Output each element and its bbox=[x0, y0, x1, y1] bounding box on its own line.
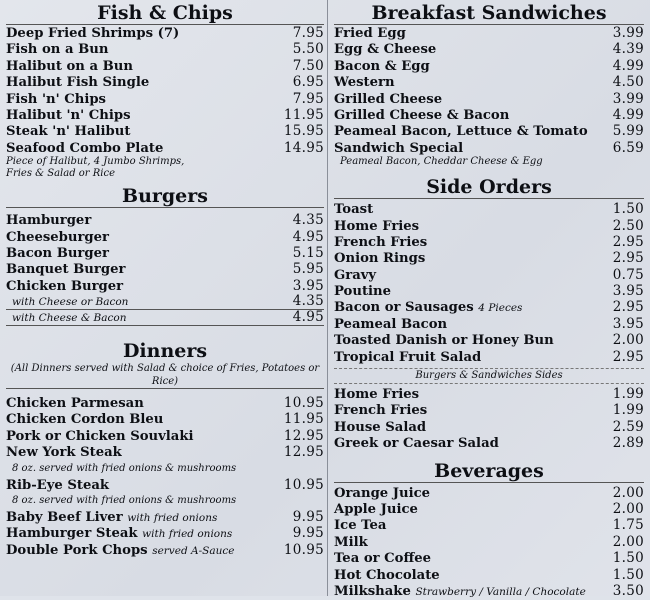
menu-item: French Fries 2.95 bbox=[334, 233, 644, 250]
menu-item: Orange Juice 2.00 bbox=[334, 484, 644, 501]
menu-item: New York Steak 12.95 bbox=[6, 444, 324, 461]
fish-chips-title: Fish & Chips bbox=[6, 0, 324, 25]
menu-item: Poutine 3.95 bbox=[334, 283, 644, 300]
menu-item: Halibut on a Bun 7.50 bbox=[6, 57, 324, 74]
menu-item: French Fries 1.99 bbox=[334, 402, 644, 419]
menu-item: Grilled Cheese 3.99 bbox=[334, 90, 644, 107]
dinners-note: (All Dinners served with Salad & choice of Fries, Potatoes or Rice) bbox=[6, 362, 324, 389]
menu-item: Steak 'n' Halibut 15.95 bbox=[6, 123, 324, 140]
side-orders-title: Side Orders bbox=[334, 176, 644, 199]
breakfast-title: Breakfast Sandwiches bbox=[334, 0, 644, 25]
burgers-title: Burgers bbox=[6, 185, 324, 208]
menu-item: Halibut 'n' Chips 11.95 bbox=[6, 106, 324, 123]
menu-item: Hot Chocolate 1.50 bbox=[334, 566, 644, 583]
fish-list bbox=[6, 25, 324, 180]
menu-item: Hamburger 4.35 bbox=[6, 212, 324, 229]
menu-item: Gravy 0.75 bbox=[334, 266, 644, 283]
dinners-list bbox=[6, 389, 324, 558]
menu-item: Bacon & Egg 4.99 bbox=[334, 57, 644, 74]
menu-subitem: with Cheese & Bacon 4.95 bbox=[6, 310, 324, 326]
burger-sides-heading: Burgers & Sandwiches Sides bbox=[334, 368, 644, 384]
menu-item: Deep Fried Shrimps (7) 7.95 bbox=[6, 25, 324, 41]
menu-item: Seafood Combo Plate 14.95 bbox=[6, 139, 324, 156]
menu-item: Bacon Burger 5.15 bbox=[6, 244, 324, 261]
menu-item: Hamburger Steak with fried onions 9.95 bbox=[6, 525, 324, 542]
beverages-list bbox=[334, 483, 644, 600]
menu-item: Peameal Bacon 3.95 bbox=[334, 315, 644, 332]
right-column bbox=[334, 0, 644, 599]
menu-item: Home Fries 1.99 bbox=[334, 386, 644, 403]
menu-item: Milk 2.00 bbox=[334, 533, 644, 550]
menu-item: Chicken Parmesan 10.95 bbox=[6, 395, 324, 412]
menu-item: Bacon or Sausages 4 Pieces 2.95 bbox=[334, 299, 644, 316]
menu-item: Egg & Cheese 4.39 bbox=[334, 41, 644, 58]
menu-item: Western 4.50 bbox=[334, 74, 644, 91]
menu-item: Tea or Coffee 1.50 bbox=[334, 550, 644, 567]
menu-item: Peameal Bacon, Lettuce & Tomato 5.99 bbox=[334, 123, 644, 140]
menu-item: Rib-Eye Steak 10.95 bbox=[6, 476, 324, 493]
special-note: Peameal Bacon, Cheddar Cheese & Egg bbox=[340, 156, 543, 168]
combo-note: Piece of Halibut, 4 Jumbo Shrimps, Fries & Salad or Rice bbox=[6, 156, 185, 180]
breakfast-list bbox=[334, 25, 644, 168]
menu-item: Baby Beef Liver with fried onions 9.95 bbox=[6, 509, 324, 526]
menu-item: Chicken Cordon Bleu 11.95 bbox=[6, 411, 324, 428]
menu-subitem: with Cheese or Bacon 4.35 bbox=[6, 294, 324, 310]
menu-item: Halibut Fish Single 6.95 bbox=[6, 74, 324, 91]
menu-item: Grilled Cheese & Bacon 4.99 bbox=[334, 106, 644, 123]
menu-item: Greek or Caesar Salad 2.89 bbox=[334, 435, 644, 452]
menu-item: Banquet Burger 5.95 bbox=[6, 261, 324, 278]
menu-item: Milkshake Strawberry / Vanilla / Chocolate 3.50 bbox=[334, 582, 644, 599]
steak-note: 8 oz. served with fried onions & mushrooms bbox=[12, 462, 237, 474]
dinners-title: Dinners bbox=[122, 340, 208, 363]
menu-item: Double Pork Chops served A-Sauce 10.95 bbox=[6, 541, 324, 558]
menu-item: Cheeseburger 4.95 bbox=[6, 228, 324, 245]
menu-item: Onion Rings 2.95 bbox=[334, 250, 644, 267]
menu-item: Ice Tea 1.75 bbox=[334, 517, 644, 534]
beverages-title: Beverages bbox=[334, 460, 644, 483]
burgers-list bbox=[6, 208, 324, 326]
menu-item: Tropical Fruit Salad 2.95 bbox=[334, 348, 644, 365]
menu-item: Chicken Burger 3.95 bbox=[6, 277, 324, 294]
menu-item: House Salad 2.59 bbox=[334, 418, 644, 435]
menu-item: Fried Egg 3.99 bbox=[334, 25, 644, 41]
menu-item: Fish on a Bun 5.50 bbox=[6, 41, 324, 58]
menu-item: Toast 1.50 bbox=[334, 201, 644, 218]
menu-item: Pork or Chicken Souvlaki 12.95 bbox=[6, 427, 324, 444]
left-column bbox=[6, 0, 324, 558]
sides-list bbox=[334, 199, 644, 451]
menu-item: Apple Juice 2.00 bbox=[334, 500, 644, 517]
menu-item: Sandwich Special 6.59 bbox=[334, 139, 644, 156]
menu-item: Fish 'n' Chips 7.95 bbox=[6, 90, 324, 107]
menu-item: Home Fries 2.50 bbox=[334, 217, 644, 234]
steak-note: 8 oz. served with fried onions & mushrooms bbox=[12, 495, 237, 507]
column-divider bbox=[327, 0, 328, 596]
menu-item: Toasted Danish or Honey Bun 2.00 bbox=[334, 332, 644, 349]
